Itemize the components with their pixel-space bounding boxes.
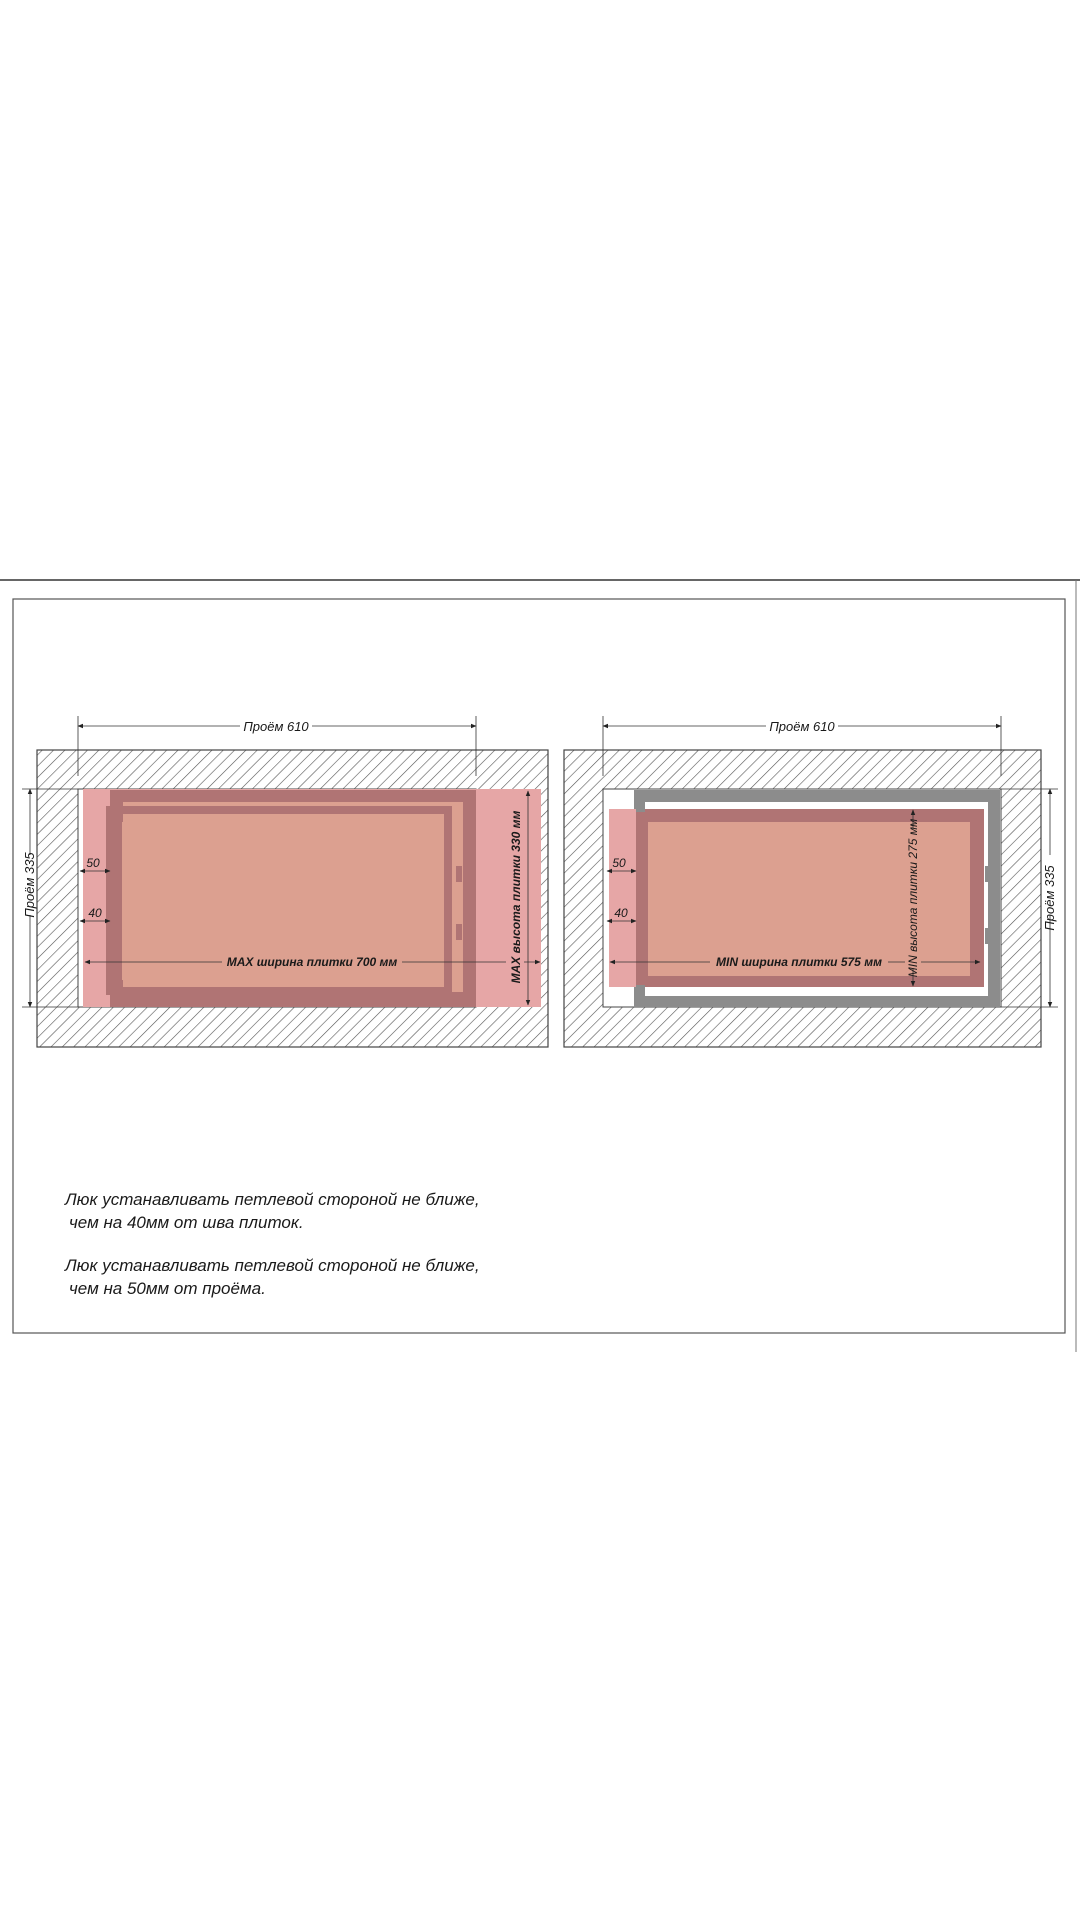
- left-opening-width-label: Проём 610: [243, 719, 309, 734]
- left-opening-height-label: Проём 335: [22, 852, 37, 918]
- right-tile-width-label: MIN ширина плитки 575 мм: [716, 955, 882, 969]
- note2-line2: чем на 50мм от проёма.: [69, 1279, 266, 1298]
- installation-notes: [64, 1190, 480, 1298]
- left-dim-40-label: 40: [88, 906, 102, 920]
- right-opening-height-label: Проём 335: [1042, 865, 1057, 931]
- left-hinge-bottom: [456, 924, 462, 940]
- note2-line1: Люк устанавливать петлевой стороной не ближе,: [65, 1256, 480, 1275]
- right-opening-width-label: Проём 610: [769, 719, 835, 734]
- right-panel: [564, 716, 1058, 1047]
- right-latch-top: [636, 803, 645, 812]
- right-tile-height-label: MIN высота плитки 275 мм: [906, 818, 920, 978]
- right-hinge-top: [985, 866, 991, 882]
- left-hinge-top: [456, 866, 462, 882]
- left-panel: [22, 716, 548, 1047]
- left-tile-width-label: MAX ширина плитки 700 мм: [226, 955, 398, 969]
- right-hinge-bottom: [985, 928, 991, 944]
- left-tile-height-label: MAX высота плитки 330 мм: [509, 810, 523, 984]
- right-dim-40-label: 40: [614, 906, 628, 920]
- left-dim-50-label: 50: [86, 856, 100, 870]
- left-latch-top: [110, 804, 118, 814]
- right-latch-bottom: [636, 985, 645, 994]
- note1-line1: Люк устанавливать петлевой стороной не ближе,: [65, 1190, 480, 1209]
- left-latch-bottom: [110, 994, 118, 1004]
- right-dim-50-label: 50: [612, 856, 626, 870]
- note1-line2: чем на 40мм от шва плиток.: [69, 1213, 304, 1232]
